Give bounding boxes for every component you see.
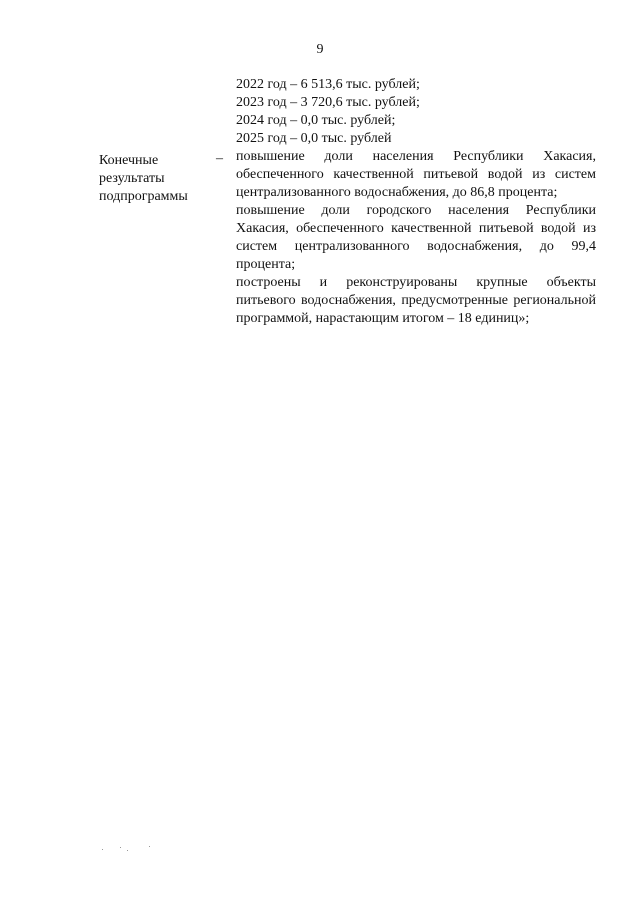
page-number: 9	[316, 42, 324, 57]
results-label-line: Конечные	[99, 153, 159, 168]
result-paragraph-facilities: построены и реконструированы крупные объекты питьевого водоснабжения, предусмотренные региональной программой, нарастающим итогом – 18 единиц»;	[236, 275, 596, 326]
results-label-line: результаты	[99, 171, 165, 186]
results-text	[236, 148, 596, 328]
label-dash: –	[216, 151, 223, 166]
funding-year-2024: 2024 год – 0,0 тыс. рублей;	[236, 113, 396, 128]
scan-artifact	[100, 843, 160, 853]
results-label-line: подпрограммы	[99, 189, 188, 204]
result-paragraph-urban: повышение доли городского населения Республики Хакасия, обеспеченного качественной питьевой водой из систем централизованного водоснабжения, до 99,4 процента;	[236, 203, 596, 272]
funding-year-2023: 2023 год – 3 720,6 тыс. рублей;	[236, 95, 420, 110]
results-label	[99, 152, 209, 206]
funding-year-2022: 2022 год – 6 513,6 тыс. рублей;	[236, 77, 420, 92]
funding-year-2025: 2025 год – 0,0 тыс. рублей	[236, 131, 392, 146]
result-paragraph-rural: повышение доли населения Республики Хакасия, обеспеченного качественной питьевой водой из систем централизованного водоснабжения, до 86,8 процента;	[236, 149, 596, 200]
funding-years-list	[236, 76, 420, 148]
